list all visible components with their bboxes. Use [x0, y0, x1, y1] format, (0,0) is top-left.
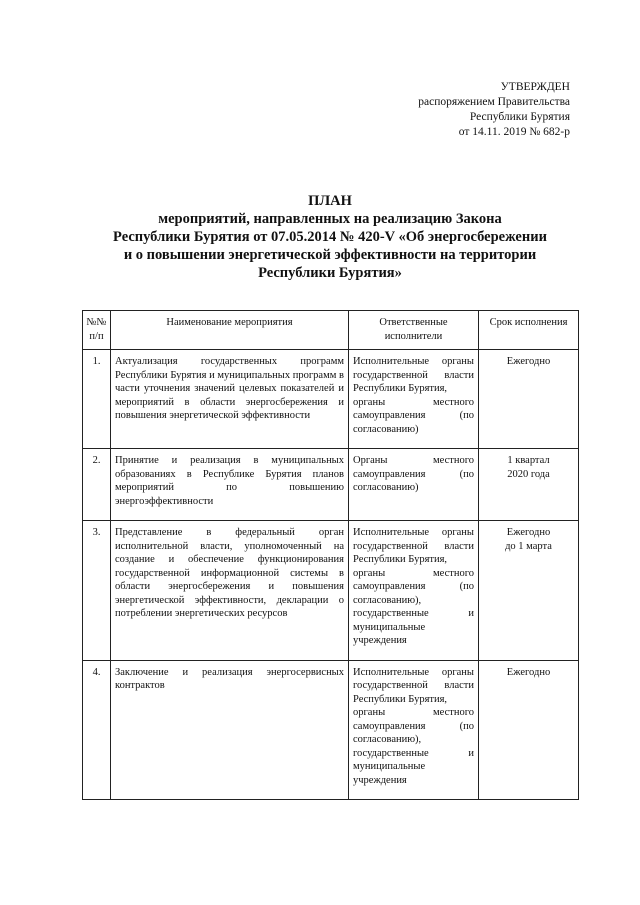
row-number: 1. [83, 350, 111, 449]
executor-line: Исполнительные органы государственной власти Республики Бурятия, [353, 527, 474, 565]
responsible-executors [349, 350, 479, 449]
deadline-line: Ежегодно [506, 527, 551, 538]
responsible-executors [349, 660, 479, 800]
deadline [479, 660, 579, 800]
deadline-line: до 1 марта [505, 540, 552, 552]
row-number: 2. [83, 449, 111, 521]
approval-line: от 14.11. 2019 № 682-р [458, 126, 570, 138]
table-row [83, 449, 579, 521]
table-header-row [83, 311, 579, 350]
title-line: Республики Бурятия» [258, 265, 402, 281]
approval-line: УТВЕРЖДЕН [500, 81, 570, 93]
deadline [479, 350, 579, 449]
executor-line: Исполнительные органы государственной власти Республики Бурятия, [353, 356, 474, 394]
deadline-line: 2020 года [507, 468, 550, 480]
title-line: Республики Бурятия от 07.05.2014 № 420-V «Об энергосбережении [113, 229, 547, 245]
table-row [83, 660, 579, 800]
deadline [479, 449, 579, 521]
approval-stamp [270, 80, 570, 140]
plan-table [82, 310, 579, 800]
document-title [70, 192, 590, 282]
executor-line: органы местного самоуправления (по согласованию), [353, 707, 474, 745]
header-term: Срок исполнения [479, 311, 579, 350]
executor-line: органы местного самоуправления (по согласованию), [353, 567, 474, 606]
header-exec: Ответственные исполнители [349, 311, 479, 350]
responsible-executors [349, 449, 479, 521]
title-line: и о повышении энергетической эффективности на территории [123, 247, 537, 263]
title-line: ПЛАН [308, 193, 352, 209]
approval-line: Республики Бурятия [469, 111, 570, 123]
executor-line: государственные и муниципальные учреждения [353, 747, 474, 786]
table-row [83, 521, 579, 661]
header-num: №№ п/п [83, 311, 111, 350]
executor-line: органы местного самоуправления (по согласованию) [353, 396, 474, 435]
approval-line: распоряжением Правительства [418, 96, 570, 108]
executor-line: государственные и муниципальные учреждения [353, 608, 474, 646]
activity-name: Заключение и реализация энергосервисных контрактов [111, 660, 349, 800]
responsible-executors [349, 521, 479, 661]
deadline-line: 1 квартал [507, 455, 550, 466]
deadline [479, 521, 579, 661]
activity-name: Актуализация государственных программ Республики Бурятия и муниципальных программ в части уточнения значений целевых показателей и мероприятий в области энергосбережения и повышения энергетической эффективности [111, 350, 349, 449]
deadline-line: Ежегодно [506, 356, 551, 367]
header-name: Наименование мероприятия [111, 311, 349, 350]
row-number: 4. [83, 660, 111, 800]
row-number: 3. [83, 521, 111, 661]
activity-name: Принятие и реализация в муниципальных образованиях в Республике Бурятия планов мероприятий по повышению энергоэффективности [111, 449, 349, 521]
table-body [83, 350, 579, 800]
executor-line: Исполнительные органы государственной власти Республики Бурятия, [353, 666, 474, 705]
activity-name: Представление в федеральный орган исполнительной власти, уполномоченный на создание и обеспечение функционирования государственной информационной системы в области энергосбережения и повышения энергетической эффективности, декларации о потреблении энергетических ресурсов [111, 521, 349, 661]
table-row [83, 350, 579, 449]
title-line: мероприятий, направленных на реализацию Закона [158, 211, 502, 227]
executor-line: Органы местного самоуправления (по согласованию) [353, 455, 474, 493]
deadline-line: Ежегодно [506, 666, 551, 678]
